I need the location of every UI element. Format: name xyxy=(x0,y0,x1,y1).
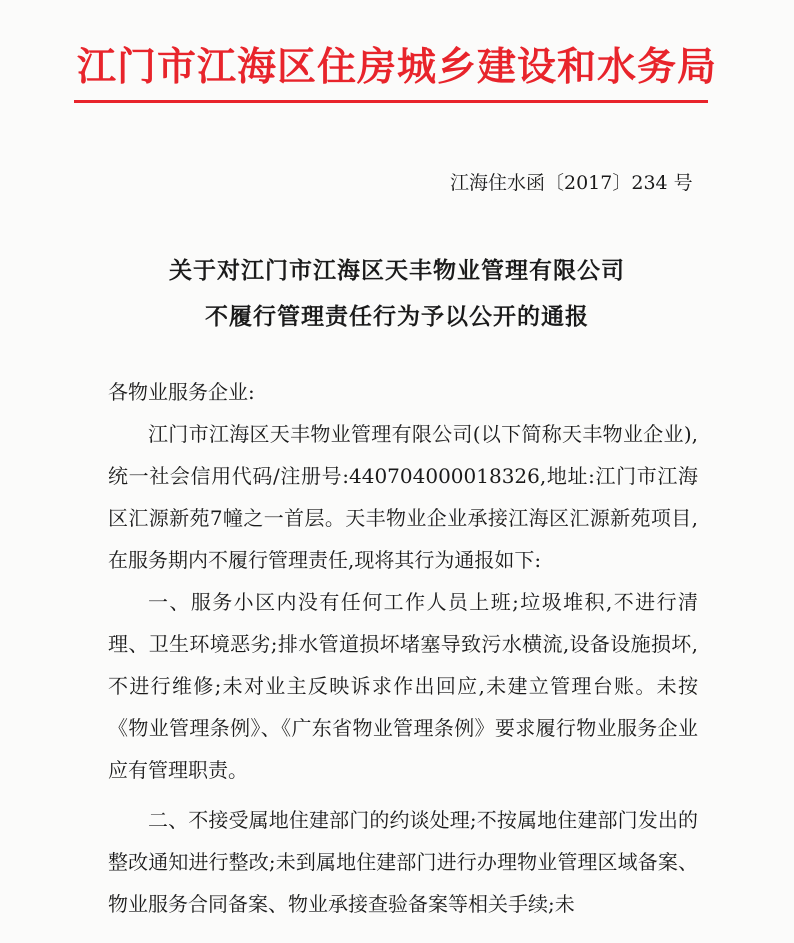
issuer-header: 江门市江海区住房城乡建设和水务局 xyxy=(76,45,717,90)
paragraph-intro: 江门市江海区天丰物业管理有限公司(以下简称天丰物业企业),统一社会信用代码/注册号:440704000018326,地址:江门市江海区汇源新苑7幢之一首层。天丰物业企业承接江海区汇源新苑项目,在服务期内不履行管理责任,现将其行为通报如下: xyxy=(108,422,698,572)
paragraph-item-1: 一、服务小区内没有任何工作人员上班;垃圾堆积,不进行清理、卫生环境恶劣;排水管道损坏堵塞导致污水横流,设备设施损坏,不进行维修;未对业主反映诉求作出回应,未建立管理台账。未按《物业管理条例》、《广东省物业管理条例》要求履行物业服务企业应有管理职责。 xyxy=(108,590,698,782)
document-title-line-2: 不履行管理责任行为予以公开的通报 xyxy=(205,303,589,330)
document-number: 江海住水函〔2017〕234 号 xyxy=(450,172,693,194)
header-divider xyxy=(74,100,708,103)
salutation: 各物业服务企业: xyxy=(108,380,255,404)
document-body xyxy=(108,371,698,925)
document-title-line-1: 关于对江门市江海区天丰物业管理有限公司 xyxy=(169,257,625,284)
paragraph-item-2: 二、不接受属地住建部门的约谈处理;不按属地住建部门发出的整改通知进行整改;未到属地住建部门进行办理物业管理区域备案、物业服务合同备案、物业承接查验备案等相关手续;未 xyxy=(108,808,698,916)
